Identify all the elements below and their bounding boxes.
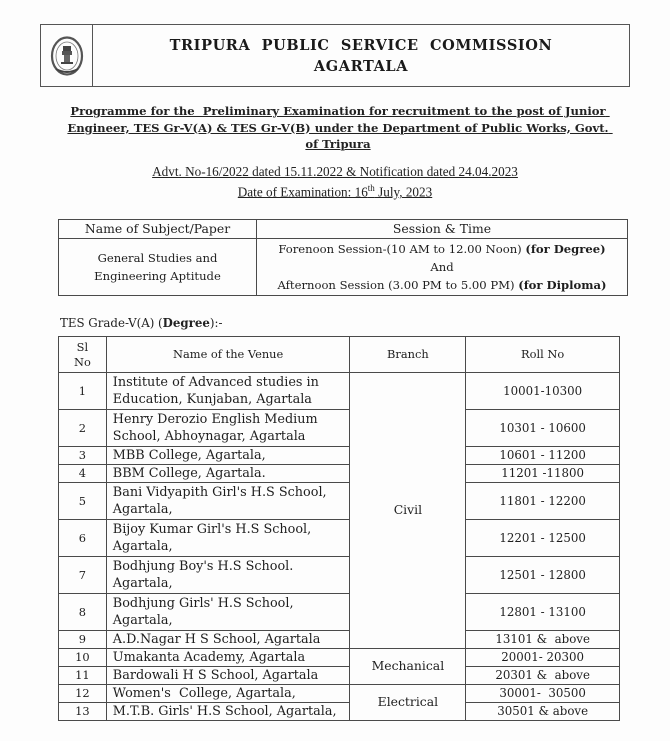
commission-title: TRIPURA PUBLIC SERVICE COMMISSION [169, 36, 553, 54]
roll-range: 11201 -11800 [466, 465, 620, 483]
subject-line1: General Studies and [97, 251, 218, 265]
venue-name: Institute of Advanced studies in Education, Kunjaban, Agartala [106, 373, 350, 410]
advertisement-line: Advt. No-16/2022 dated 15.11.2022 & Notification dated 24.04.2023 [152, 164, 518, 179]
roll-range: 20001- 20300 [466, 649, 620, 667]
forenoon-session [261, 240, 623, 258]
table-row [59, 667, 620, 685]
roll-range: 12801 - 13100 [466, 594, 620, 631]
branch-civil: Civil [350, 373, 466, 649]
sl-no: 4 [59, 465, 107, 483]
subject-table [58, 219, 628, 296]
venue-header: Name of the Venue [106, 337, 350, 373]
roll-header: Roll No [466, 337, 620, 373]
sl-header-line2: No [73, 354, 91, 369]
commission-city: AGARTALA [313, 57, 409, 75]
roll-range: 12201 - 12500 [466, 520, 620, 557]
sl-no: 13 [59, 703, 107, 721]
roll-range: 10301 - 10600 [466, 410, 620, 447]
state-emblem-icon [50, 35, 84, 77]
roll-range: 11801 - 12200 [466, 483, 620, 520]
roll-range: 30501 & above [466, 703, 620, 721]
table-row [59, 373, 620, 410]
venue-name: Women's College, Agartala, [106, 685, 350, 703]
sl-no: 9 [59, 631, 107, 649]
title-cell [93, 25, 629, 86]
branch-mechanical: Mechanical [350, 649, 466, 685]
table-row [59, 649, 620, 667]
venue-table [58, 336, 620, 721]
grade-suffix: ):- [209, 316, 223, 330]
afternoon-text: Afternoon Session (3.00 PM to 5.00 PM) [277, 278, 519, 292]
exam-date-prefix: Date of Examination: 16 [237, 184, 368, 200]
table-row [59, 410, 620, 447]
sl-no: 5 [59, 483, 107, 520]
branch-electrical: Electrical [350, 685, 466, 721]
table-row [59, 520, 620, 557]
venue-name: Bijoy Kumar Girl's H.S School, Agartala, [106, 520, 350, 557]
table-row [59, 703, 620, 721]
forenoon-text: Forenoon Session-(10 AM to 12.00 Noon) [278, 242, 526, 256]
sl-header-line1: Sl [76, 339, 89, 354]
grade-prefix: TES Grade-V(A) ( [60, 316, 163, 330]
sl-no-header [59, 337, 107, 373]
session-times [257, 239, 628, 296]
exam-date-sup: th [367, 183, 375, 193]
table-row [59, 447, 620, 465]
subject-line2: Engineering Aptitude [94, 269, 221, 283]
emblem-cell [41, 25, 93, 86]
venue-name: MBB College, Agartala, [106, 447, 350, 465]
table-row [59, 685, 620, 703]
grade-degree: Degree [162, 316, 210, 330]
venue-name: BBM College, Agartala. [106, 465, 350, 483]
table-row [59, 483, 620, 520]
venue-name: Bardowali H S School, Agartala [106, 667, 350, 685]
sl-no: 12 [59, 685, 107, 703]
subject-row [59, 239, 628, 296]
session-header: Session & Time [257, 220, 628, 239]
venue-name: A.D.Nagar H S School, Agartala [106, 631, 350, 649]
sl-no: 7 [59, 557, 107, 594]
sl-no: 10 [59, 649, 107, 667]
sl-no: 1 [59, 373, 107, 410]
exam-date-suffix: July, 2023 [374, 184, 433, 200]
table-row [59, 465, 620, 483]
sl-no: 6 [59, 520, 107, 557]
roll-range: 10601 - 11200 [466, 447, 620, 465]
forenoon-degree: (for Degree) [525, 242, 606, 256]
afternoon-diploma: (for Diploma) [518, 278, 607, 292]
venue-name: Bodhjung Boy's H.S School. Agartala, [106, 557, 350, 594]
table-row [59, 631, 620, 649]
header-box [40, 24, 630, 87]
sl-no: 3 [59, 447, 107, 465]
venue-name: Bodhjung Girls' H.S School, Agartala, [106, 594, 350, 631]
subject-header: Name of Subject/Paper [59, 220, 257, 239]
grade-label [60, 316, 222, 330]
subject-table-header [59, 220, 628, 239]
venue-name: Henry Derozio English Medium School, Abhoynagar, Agartala [106, 410, 350, 447]
roll-range: 13101 & above [466, 631, 620, 649]
sl-no: 11 [59, 667, 107, 685]
afternoon-session [261, 276, 623, 294]
programme-heading: Programme for the Preliminary Examination for recruitment to the post of Junior Engineer, TES Gr-V(A) & TES Gr-V(B) under the Department of Public Works, Govt. of Tripura [67, 104, 613, 151]
roll-range: 12501 - 12800 [466, 557, 620, 594]
subject-name [59, 239, 257, 296]
table-row [59, 557, 620, 594]
table-row [59, 594, 620, 631]
roll-range: 30001- 30500 [466, 685, 620, 703]
venue-name: M.T.B. Girls' H.S School, Agartala, [106, 703, 350, 721]
session-and: And [430, 260, 454, 274]
exam-date-line [0, 183, 670, 200]
sl-no: 2 [59, 410, 107, 447]
venue-table-header [59, 337, 620, 373]
roll-range: 10001-10300 [466, 373, 620, 410]
roll-range: 20301 & above [466, 667, 620, 685]
branch-header: Branch [350, 337, 466, 373]
venue-name: Umakanta Academy, Agartala [106, 649, 350, 667]
venue-name: Bani Vidyapith Girl's H.S School, Agartala, [106, 483, 350, 520]
sl-no: 8 [59, 594, 107, 631]
